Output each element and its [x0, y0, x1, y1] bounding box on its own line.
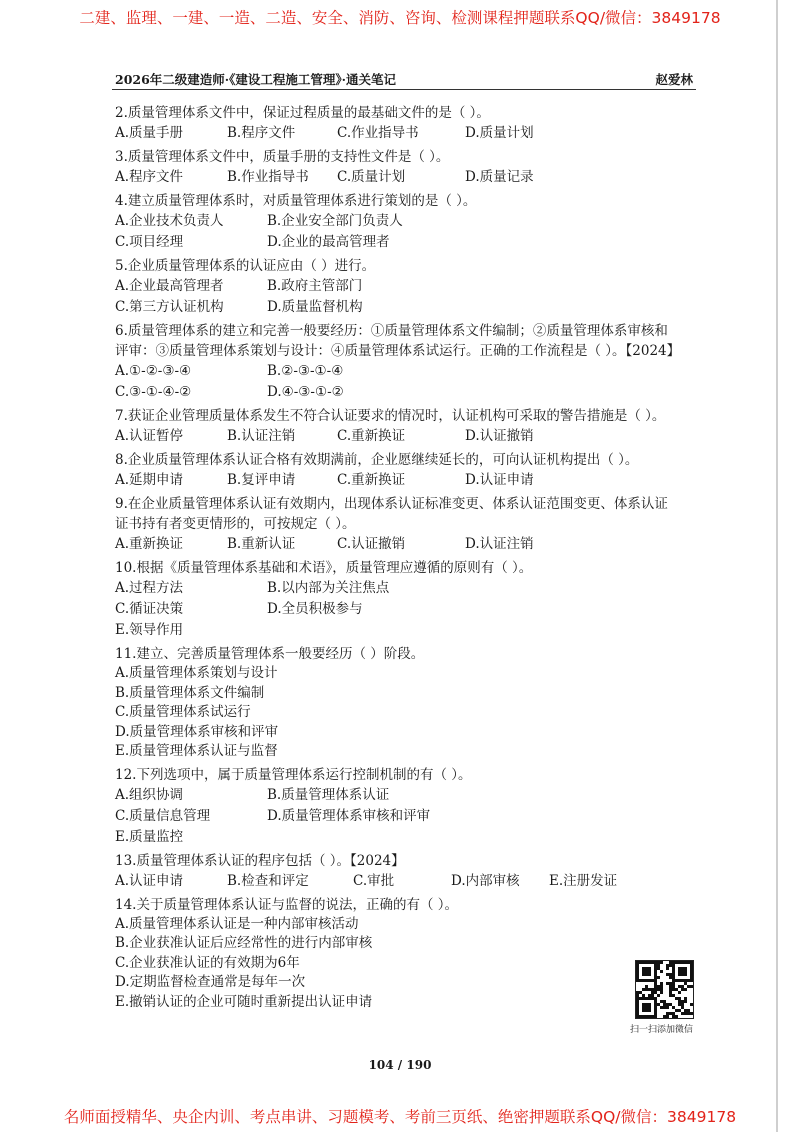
answer-option: A.质量管理体系策划与设计: [115, 665, 278, 681]
answer-option: A.认证暂停: [115, 428, 184, 444]
answer-option: B.作业指导书: [227, 169, 309, 185]
option-row: [115, 297, 705, 318]
answer-option: E.质量监控: [115, 828, 184, 845]
question-stem: 14.关于质量管理体系认证与监督的说法，正确的有（ ）。: [115, 896, 459, 913]
answer-option: B.政府主管部门: [267, 278, 363, 294]
answer-option: D.全员积极参与: [267, 601, 363, 617]
option-row: [115, 871, 705, 892]
answer-option: C.作业指导书: [337, 125, 419, 141]
answer-option: B.重新认证: [227, 536, 296, 552]
answer-option: D.内部审核: [451, 872, 520, 889]
answer-option: A.组织协调: [115, 786, 184, 803]
answer-option: B.②-③-①-④: [267, 363, 344, 379]
answer-option: E.质量管理体系认证与监督: [115, 743, 278, 759]
answer-option: C.重新换证: [337, 428, 406, 444]
question-item: [115, 103, 705, 144]
option-row: [115, 827, 705, 848]
option-row: [115, 806, 705, 827]
option-row: [115, 123, 705, 144]
answer-option: D.质量监督机构: [267, 299, 363, 315]
answer-option: A.质量管理体系认证是一种内部审核活动: [115, 915, 359, 932]
header-title: 2026年二级建造师·《建设工程施工管理》·通关笔记: [115, 72, 396, 87]
answer-option: C.企业获准认证的有效期为6年: [115, 954, 300, 971]
answer-option: D.④-③-①-②: [267, 384, 344, 400]
answer-option: A.程序文件: [115, 169, 184, 185]
question-stem: 7.获证企业管理质量体系发生不符合认证要求的情况时，认证机构可采取的警告措施是（ ）。: [115, 408, 666, 424]
answer-option: B.质量管理体系认证: [267, 786, 390, 803]
question-stem: 2.质量管理体系文件中，保证过程质量的最基础文件的是（ ）。: [115, 105, 490, 121]
question-stem: 3.质量管理体系文件中，质量手册的支持性文件是（ ）。: [115, 149, 450, 165]
answer-option: C.审批: [353, 872, 395, 889]
answer-option: A.认证申请: [115, 872, 184, 889]
question-stem: 11.建立、完善质量管理体系一般要经历（ ）阶段。: [115, 646, 425, 662]
answer-option: A.企业最高管理者: [115, 278, 224, 294]
question-item: [115, 406, 705, 447]
question-stem: 9.在企业质量管理体系认证有效期内，出现体系认证标准变更、体系认证范围变更、体系认证 证书持有者变更情形的，可按规定（ ）。: [115, 496, 668, 532]
answer-option: D.认证撤销: [465, 428, 534, 444]
answer-option: A.企业技术负责人: [115, 213, 224, 229]
question-stem: 5.企业质量管理体系的认证应由（ ）进行。: [115, 258, 376, 274]
question-item: [115, 558, 705, 641]
page-number: 104 / 190: [368, 1058, 432, 1072]
answer-option: C.认证撤销: [337, 536, 406, 552]
option-row: [115, 232, 705, 253]
option-row: [115, 785, 705, 806]
answer-option: E.领导作用: [115, 622, 184, 638]
question-stem: 6.质量管理体系的建立和完善一般要经历：①质量管理体系文件编制；②质量管理体系审核和 评审：③质量管理体系策划与设计：④质量管理体系试运行。正确的工作流程是（ ）。【2024】: [115, 323, 681, 359]
question-item: [115, 851, 705, 892]
answer-option: C.质量管理体系试运行: [115, 704, 251, 720]
qr-caption: 扫一扫添加微信: [630, 1025, 694, 1035]
question-item: [115, 644, 705, 762]
answer-option: D.定期监督检查通常是每年一次: [115, 974, 306, 990]
question-stem: 4.建立质量管理体系时，对质量管理体系进行策划的是（ ）。: [115, 193, 477, 209]
answer-option: D.认证注销: [465, 536, 534, 552]
option-row: [115, 534, 705, 555]
question-item: [115, 765, 705, 848]
answer-option: B.程序文件: [227, 125, 296, 141]
answer-option: C.质量信息管理: [115, 807, 211, 824]
answer-option: D.质量管理体系审核和评审: [115, 723, 279, 740]
answer-option: D.质量管理体系审核和评审: [267, 807, 431, 824]
answer-option: B.复评申请: [227, 472, 296, 488]
option-row: [115, 276, 705, 297]
answer-option: D.质量计划: [465, 125, 534, 141]
answer-option: B.企业安全部门负责人: [267, 213, 403, 229]
option-row: [115, 578, 705, 599]
question-stem: 13.质量管理体系认证的程序包括（ ）。【2024】: [115, 852, 405, 869]
answer-option: A.重新换证: [115, 536, 184, 552]
answer-option: D.质量记录: [465, 169, 534, 185]
option-row: [115, 470, 705, 491]
question-stem: 8.企业质量管理体系认证合格有效期满前，企业愿继续延长的，可向认证机构提出（ ）。: [115, 452, 639, 468]
question-item: [115, 256, 705, 318]
question-stem: 12.下列选项中，属于质量管理体系运行控制机制的有（ ）。: [115, 766, 472, 783]
question-list: [115, 100, 705, 1012]
question-item: [115, 321, 705, 403]
question-item: [115, 895, 705, 1013]
answer-option: C.③-①-④-②: [115, 384, 192, 400]
answer-option: E.撤销认证的企业可随时重新提出认证申请: [115, 993, 373, 1010]
question-item: [115, 450, 705, 491]
question-item: [115, 494, 705, 555]
option-row: [115, 211, 705, 232]
answer-option: B.检查和评定: [227, 872, 309, 889]
answer-option: E.注册发证: [549, 872, 618, 889]
option-row: [115, 599, 705, 620]
answer-option: A.质量手册: [115, 125, 184, 141]
option-row: [115, 361, 705, 382]
scan-edge-shadow: [776, 0, 778, 1132]
answer-option: B.认证注销: [227, 428, 296, 444]
header-rule: [112, 89, 696, 90]
option-row: [115, 426, 705, 447]
answer-option: C.第三方认证机构: [115, 299, 224, 315]
top-promo-banner: 二建、监理、一建、一造、二造、安全、消防、咨询、检测课程押题联系QQ/微信：3849178: [79, 9, 721, 27]
answer-option: B.质量管理体系文件编制: [115, 684, 265, 701]
answer-option: C.循证决策: [115, 601, 184, 617]
answer-option: C.重新换证: [337, 472, 406, 488]
question-stem: 10.根据《质量管理体系基础和术语》，质量管理应遵循的原则有（ ）。: [115, 560, 533, 576]
bottom-promo-banner: 名师面授精华、央企内训、考点串讲、习题模考、考前三页纸、绝密押题联系QQ/微信：3849178: [63, 1108, 737, 1126]
answer-option: D.认证申请: [465, 472, 534, 488]
answer-option: B.企业获准认证后应经常性的进行内部审核: [115, 935, 373, 951]
header-author: 赵爱林: [655, 72, 693, 87]
answer-option: A.延期申请: [115, 472, 184, 488]
question-item: [115, 191, 705, 253]
answer-option: C.项目经理: [115, 234, 184, 250]
answer-option: A.过程方法: [115, 580, 184, 596]
question-item: [115, 147, 705, 188]
answer-option: A.①-②-③-④: [115, 363, 192, 379]
answer-option: D.企业的最高管理者: [267, 234, 390, 250]
option-row: [115, 620, 705, 641]
answer-option: C.质量计划: [337, 169, 406, 185]
qr-code-icon: [635, 960, 694, 1019]
option-row: [115, 167, 705, 188]
page-header: [115, 70, 693, 88]
answer-option: B.以内部为关注焦点: [267, 580, 390, 596]
option-row: [115, 382, 705, 403]
